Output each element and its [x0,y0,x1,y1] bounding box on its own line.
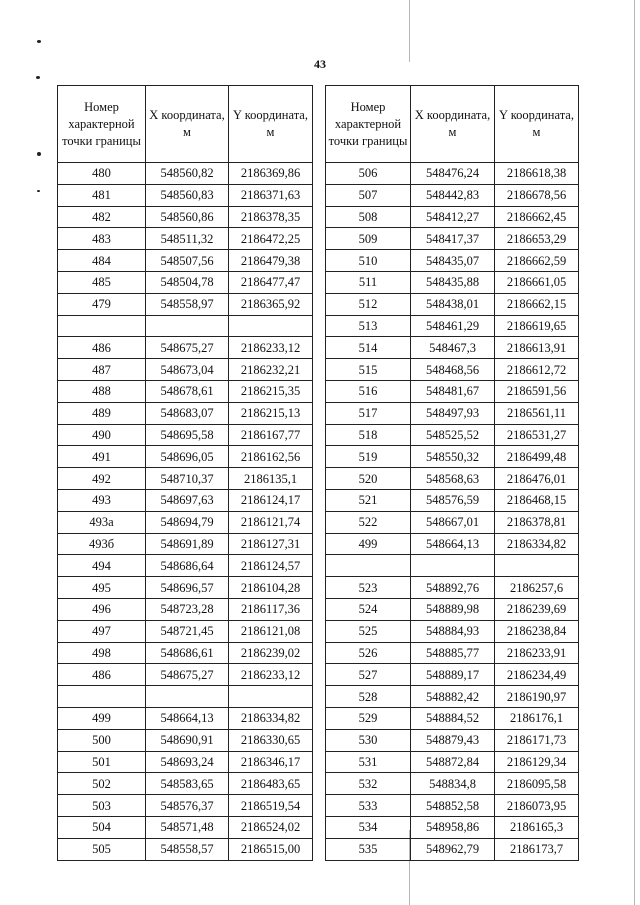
y-coordinate-cell: 2186334,82 [229,707,313,729]
y-coordinate-cell: 2186232,21 [229,359,313,381]
table-row [326,555,579,577]
point-number-cell: 493б [58,533,146,555]
x-coordinate-cell: 548664,13 [146,707,229,729]
table-row [58,686,313,708]
point-number-cell: 505 [58,838,146,860]
x-coordinate-cell: 548435,88 [411,271,495,293]
table-row [58,751,313,773]
x-coordinate-cell: 548467,3 [411,337,495,359]
x-coordinate-cell: 548558,57 [146,838,229,860]
point-number-cell: 533 [326,795,411,817]
x-coordinate-cell: 548412,27 [411,206,495,228]
table-body-right [326,163,579,861]
point-number-cell: 508 [326,206,411,228]
y-coordinate-cell: 2186334,82 [495,533,579,555]
x-coordinate-cell [146,315,229,337]
point-number-cell: 487 [58,359,146,381]
table-row [326,206,579,228]
table-row [58,816,313,838]
table-row [326,468,579,490]
y-coordinate-cell: 2186477,47 [229,271,313,293]
table-header-row [58,86,313,163]
point-number-cell: 526 [326,642,411,664]
table-row [58,555,313,577]
point-number-cell: 506 [326,163,411,185]
point-number-cell: 523 [326,577,411,599]
table-row [326,751,579,773]
x-coordinate-cell: 548696,57 [146,577,229,599]
y-coordinate-cell: 2186233,91 [495,642,579,664]
table-row [58,380,313,402]
y-coordinate-cell: 2186129,34 [495,751,579,773]
y-coordinate-cell: 2186524,02 [229,816,313,838]
table-row [326,773,579,795]
point-number-cell: 516 [326,380,411,402]
table-row [58,446,313,468]
y-coordinate-cell: 2186190,97 [495,686,579,708]
y-coordinate-cell: 2186653,29 [495,228,579,250]
x-coordinate-cell: 548958,86 [411,816,495,838]
y-coordinate-cell: 2186662,15 [495,293,579,315]
x-coordinate-cell: 548667,01 [411,511,495,533]
point-number-cell: 481 [58,184,146,206]
point-number-cell: 503 [58,795,146,817]
point-number-cell: 513 [326,315,411,337]
point-number-cell: 511 [326,271,411,293]
point-number-cell: 497 [58,620,146,642]
y-coordinate-cell: 2186239,02 [229,642,313,664]
y-coordinate-cell: 2186135,1 [229,468,313,490]
x-coordinate-cell: 548504,78 [146,271,229,293]
table-row [58,533,313,555]
x-coordinate-cell: 548678,61 [146,380,229,402]
x-coordinate-cell: 548889,17 [411,664,495,686]
point-number-cell: 493 [58,489,146,511]
column-header-x: X координата, м [146,86,229,163]
x-coordinate-cell: 548417,37 [411,228,495,250]
y-coordinate-cell: 2186483,65 [229,773,313,795]
coordinates-table-left [57,85,313,861]
x-coordinate-cell: 548710,37 [146,468,229,490]
table-row [58,359,313,381]
table-row [58,773,313,795]
x-coordinate-cell: 548882,42 [411,686,495,708]
y-coordinate-cell: 2186121,08 [229,620,313,642]
table-row [58,620,313,642]
point-number-cell: 530 [326,729,411,751]
y-coordinate-cell: 2186095,58 [495,773,579,795]
table-row [326,359,579,381]
x-coordinate-cell: 548560,83 [146,184,229,206]
table-row [326,642,579,664]
y-coordinate-cell [229,686,313,708]
y-coordinate-cell: 2186330,65 [229,729,313,751]
point-number-cell: 507 [326,184,411,206]
x-coordinate-cell: 548683,07 [146,402,229,424]
table-row [326,250,579,272]
table-row [326,184,579,206]
table-row [326,577,579,599]
x-coordinate-cell: 548723,28 [146,598,229,620]
point-number-cell: 485 [58,271,146,293]
point-number-cell: 517 [326,402,411,424]
scan-speck [37,152,41,156]
table-row [326,664,579,686]
table-row [58,729,313,751]
x-coordinate-cell: 548558,97 [146,293,229,315]
table-row [58,489,313,511]
table-row [326,380,579,402]
x-coordinate-cell: 548697,63 [146,489,229,511]
scan-speck [37,40,41,43]
y-coordinate-cell: 2186173,7 [495,838,579,860]
x-coordinate-cell: 548468,56 [411,359,495,381]
column-header-x: X координата, м [411,86,495,163]
y-coordinate-cell: 2186215,35 [229,380,313,402]
scan-fold-line [409,0,410,62]
page-number: 43 [314,57,326,71]
y-coordinate-cell: 2186662,45 [495,206,579,228]
x-coordinate-cell: 548560,86 [146,206,229,228]
table-row [326,489,579,511]
y-coordinate-cell: 2186176,1 [495,707,579,729]
x-coordinate-cell: 548872,84 [411,751,495,773]
point-number-cell: 486 [58,664,146,686]
point-number-cell: 527 [326,664,411,686]
table-row [58,293,313,315]
x-coordinate-cell: 548889,98 [411,598,495,620]
y-coordinate-cell: 2186369,86 [229,163,313,185]
point-number-cell: 532 [326,773,411,795]
x-coordinate-cell: 548576,37 [146,795,229,817]
table-row [326,729,579,751]
table-row [326,315,579,337]
point-number-cell: 520 [326,468,411,490]
x-coordinate-cell: 548435,07 [411,250,495,272]
x-coordinate-cell: 548721,45 [146,620,229,642]
table-row [326,686,579,708]
y-coordinate-cell: 2186561,11 [495,402,579,424]
point-number-cell: 482 [58,206,146,228]
y-coordinate-cell [495,555,579,577]
column-header-point: Номер характерной точки границы [326,86,411,163]
x-coordinate-cell: 548507,56 [146,250,229,272]
table-row [326,620,579,642]
y-coordinate-cell: 2186171,73 [495,729,579,751]
point-number-cell: 500 [58,729,146,751]
x-coordinate-cell: 548675,27 [146,337,229,359]
table-row [58,707,313,729]
table-row [326,816,579,838]
y-coordinate-cell: 2186661,05 [495,271,579,293]
point-number-cell: 483 [58,228,146,250]
point-number-cell: 528 [326,686,411,708]
point-number-cell: 535 [326,838,411,860]
column-header-y: Y координата, м [229,86,313,163]
x-coordinate-cell: 548675,27 [146,664,229,686]
point-number-cell: 479 [58,293,146,315]
x-coordinate-cell: 548461,29 [411,315,495,337]
y-coordinate-cell: 2186215,13 [229,402,313,424]
y-coordinate-cell: 2186124,57 [229,555,313,577]
y-coordinate-cell: 2186127,31 [229,533,313,555]
scan-speck [37,190,40,192]
x-coordinate-cell: 548583,65 [146,773,229,795]
point-number-cell: 522 [326,511,411,533]
y-coordinate-cell: 2186238,84 [495,620,579,642]
y-coordinate-cell: 2186612,72 [495,359,579,381]
point-number-cell: 515 [326,359,411,381]
point-number-cell [326,555,411,577]
y-coordinate-cell: 2186124,17 [229,489,313,511]
y-coordinate-cell: 2186073,95 [495,795,579,817]
table-row [58,511,313,533]
x-coordinate-cell: 548834,8 [411,773,495,795]
table-row [58,271,313,293]
table-row [326,163,579,185]
x-coordinate-cell: 548892,76 [411,577,495,599]
point-number-cell: 484 [58,250,146,272]
y-coordinate-cell: 2186257,6 [495,577,579,599]
y-coordinate-cell: 2186104,28 [229,577,313,599]
table-row [326,446,579,468]
table-row [326,337,579,359]
table-row [58,795,313,817]
y-coordinate-cell: 2186499,48 [495,446,579,468]
x-coordinate-cell: 548695,58 [146,424,229,446]
table-row [326,228,579,250]
y-coordinate-cell: 2186365,92 [229,293,313,315]
table-row [58,838,313,860]
x-coordinate-cell: 548481,67 [411,380,495,402]
y-coordinate-cell: 2186371,63 [229,184,313,206]
point-number-cell: 512 [326,293,411,315]
point-number-cell: 510 [326,250,411,272]
y-coordinate-cell: 2186519,54 [229,795,313,817]
table-row [326,838,579,860]
point-number-cell: 509 [326,228,411,250]
point-number-cell: 493а [58,511,146,533]
point-number-cell [58,686,146,708]
point-number-cell: 519 [326,446,411,468]
point-number-cell: 499 [58,707,146,729]
y-coordinate-cell: 2186613,91 [495,337,579,359]
x-coordinate-cell: 548686,61 [146,642,229,664]
point-number-cell: 529 [326,707,411,729]
point-number-cell: 531 [326,751,411,773]
x-coordinate-cell: 548525,52 [411,424,495,446]
point-number-cell: 518 [326,424,411,446]
point-number-cell: 534 [326,816,411,838]
table-row [58,250,313,272]
point-number-cell: 524 [326,598,411,620]
y-coordinate-cell: 2186117,36 [229,598,313,620]
x-coordinate-cell: 548571,48 [146,816,229,838]
table-row [58,184,313,206]
y-coordinate-cell: 2186479,38 [229,250,313,272]
point-number-cell: 521 [326,489,411,511]
y-coordinate-cell: 2186378,81 [495,511,579,533]
table-row [58,577,313,599]
table-row [58,206,313,228]
point-number-cell: 502 [58,773,146,795]
y-coordinate-cell: 2186378,35 [229,206,313,228]
x-coordinate-cell: 548879,43 [411,729,495,751]
table-row [326,795,579,817]
x-coordinate-cell: 548560,82 [146,163,229,185]
table-row [58,163,313,185]
x-coordinate-cell: 548568,63 [411,468,495,490]
y-coordinate-cell: 2186165,3 [495,816,579,838]
point-number-cell: 486 [58,337,146,359]
y-coordinate-cell: 2186591,56 [495,380,579,402]
y-coordinate-cell [229,315,313,337]
x-coordinate-cell: 548442,83 [411,184,495,206]
y-coordinate-cell: 2186121,74 [229,511,313,533]
y-coordinate-cell: 2186468,15 [495,489,579,511]
y-coordinate-cell: 2186239,69 [495,598,579,620]
x-coordinate-cell [411,555,495,577]
y-coordinate-cell: 2186531,27 [495,424,579,446]
y-coordinate-cell: 2186472,25 [229,228,313,250]
table-header-row [326,86,579,163]
point-number-cell: 496 [58,598,146,620]
table-row [326,533,579,555]
point-number-cell: 492 [58,468,146,490]
x-coordinate-cell: 548476,24 [411,163,495,185]
x-coordinate-cell: 548852,58 [411,795,495,817]
y-coordinate-cell: 2186234,49 [495,664,579,686]
y-coordinate-cell: 2186619,65 [495,315,579,337]
x-coordinate-cell: 548962,79 [411,838,495,860]
point-number-cell: 514 [326,337,411,359]
table-row [58,337,313,359]
x-coordinate-cell: 548693,24 [146,751,229,773]
x-coordinate-cell: 548664,13 [411,533,495,555]
x-coordinate-cell: 548686,64 [146,555,229,577]
y-coordinate-cell: 2186233,12 [229,337,313,359]
point-number-cell: 480 [58,163,146,185]
point-number-cell: 494 [58,555,146,577]
y-coordinate-cell: 2186476,01 [495,468,579,490]
x-coordinate-cell [146,686,229,708]
point-number-cell: 491 [58,446,146,468]
x-coordinate-cell: 548884,93 [411,620,495,642]
y-coordinate-cell: 2186515,00 [229,838,313,860]
y-coordinate-cell: 2186162,56 [229,446,313,468]
x-coordinate-cell: 548885,77 [411,642,495,664]
y-coordinate-cell: 2186678,56 [495,184,579,206]
table-row [58,598,313,620]
point-number-cell: 504 [58,816,146,838]
point-number-cell: 499 [326,533,411,555]
x-coordinate-cell: 548550,32 [411,446,495,468]
point-number-cell: 501 [58,751,146,773]
x-coordinate-cell: 548576,59 [411,489,495,511]
coordinates-table-right [325,85,579,861]
column-header-point: Номер характерной точки границы [58,86,146,163]
scan-speck [36,76,40,79]
table-row [326,293,579,315]
x-coordinate-cell: 548691,89 [146,533,229,555]
table-row [58,315,313,337]
table-body-left [58,163,313,861]
x-coordinate-cell: 548694,79 [146,511,229,533]
table-row [58,664,313,686]
column-header-y: Y координата, м [495,86,579,163]
x-coordinate-cell: 548438,01 [411,293,495,315]
point-number-cell: 490 [58,424,146,446]
table-row [58,228,313,250]
table-row [326,271,579,293]
x-coordinate-cell: 548690,91 [146,729,229,751]
point-number-cell: 495 [58,577,146,599]
x-coordinate-cell: 548673,04 [146,359,229,381]
x-coordinate-cell: 548884,52 [411,707,495,729]
x-coordinate-cell: 548511,32 [146,228,229,250]
x-coordinate-cell: 548696,05 [146,446,229,468]
point-number-cell [58,315,146,337]
table-row [326,707,579,729]
table-row [58,424,313,446]
y-coordinate-cell: 2186233,12 [229,664,313,686]
point-number-cell: 498 [58,642,146,664]
y-coordinate-cell: 2186167,77 [229,424,313,446]
y-coordinate-cell: 2186662,59 [495,250,579,272]
table-row [326,424,579,446]
table-row [326,402,579,424]
point-number-cell: 489 [58,402,146,424]
point-number-cell: 488 [58,380,146,402]
x-coordinate-cell: 548497,93 [411,402,495,424]
point-number-cell: 525 [326,620,411,642]
y-coordinate-cell: 2186618,38 [495,163,579,185]
y-coordinate-cell: 2186346,17 [229,751,313,773]
table-row [326,511,579,533]
scan-fold-line [634,0,635,905]
table-row [58,468,313,490]
table-row [58,642,313,664]
table-row [58,402,313,424]
table-row [326,598,579,620]
